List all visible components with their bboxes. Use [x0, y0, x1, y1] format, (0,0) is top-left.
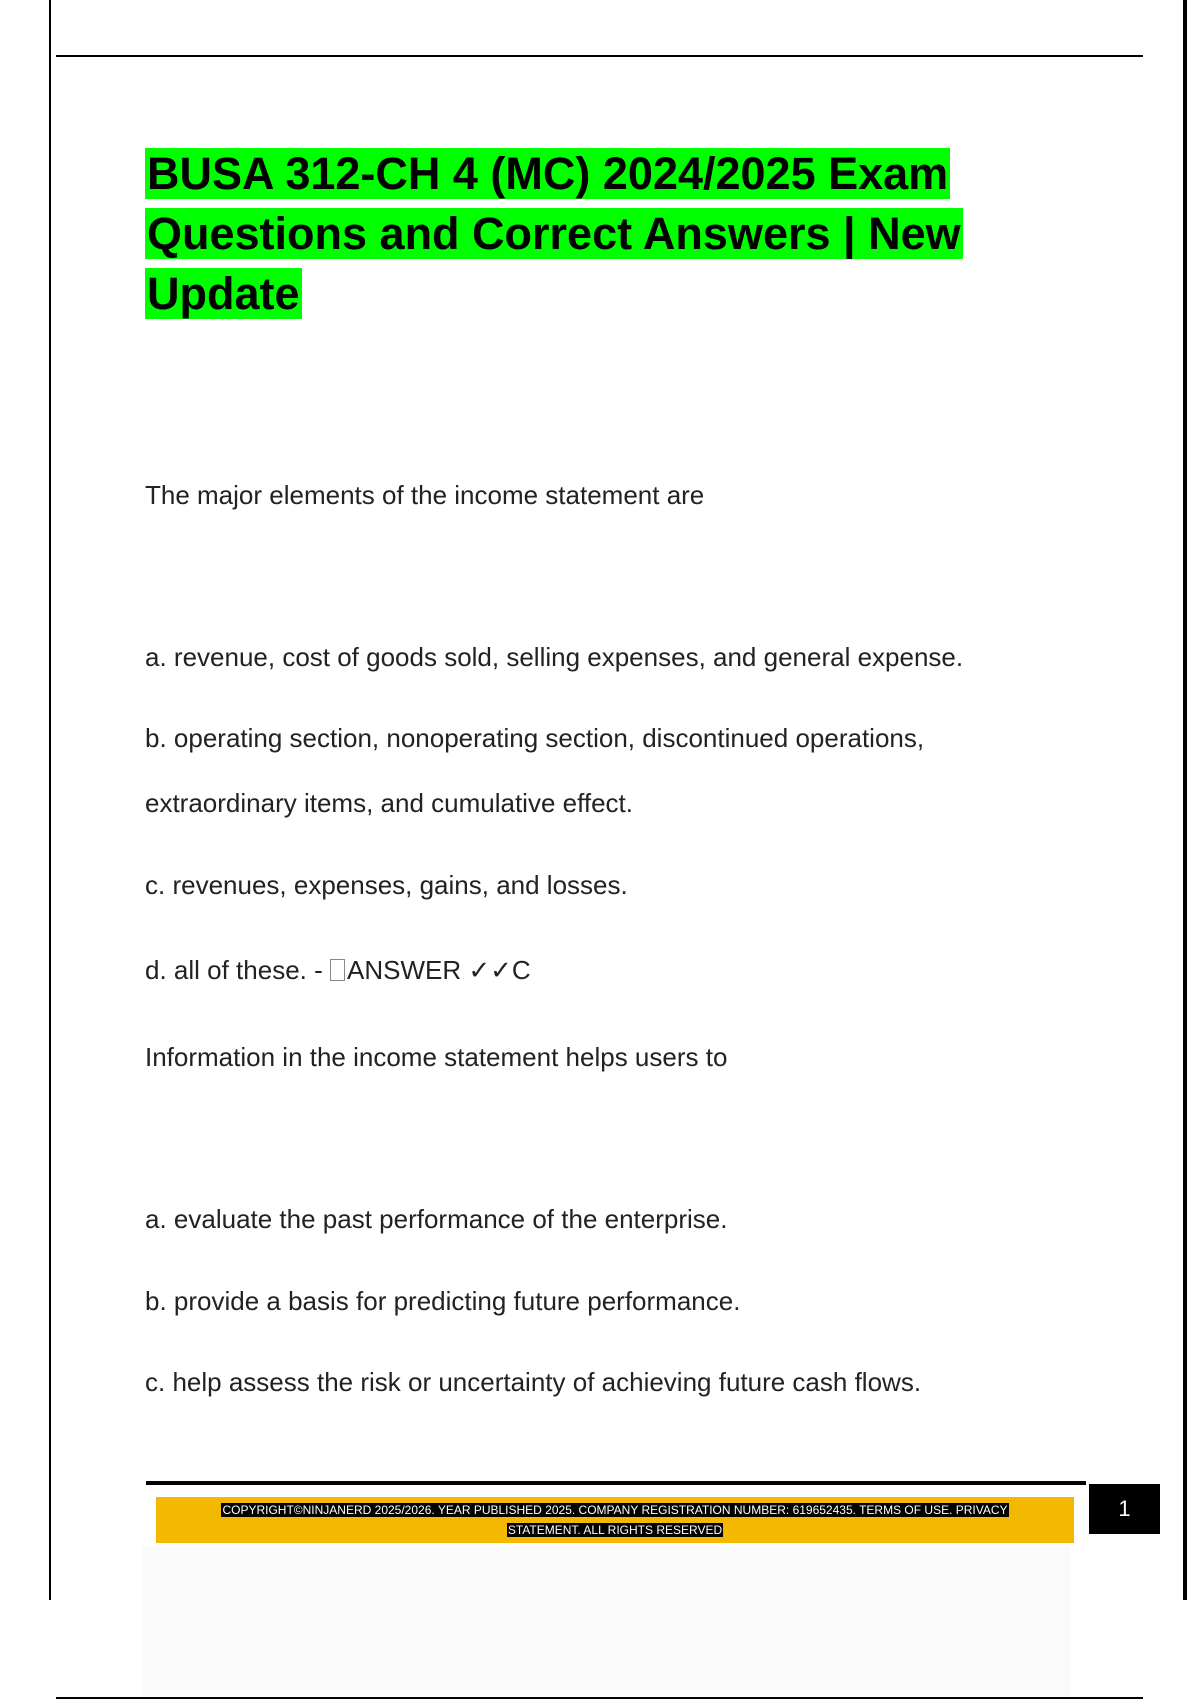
header-rule — [56, 55, 1143, 57]
q1-option-a: a. revenue, cost of goods sold, selling expenses, and general expense. — [145, 642, 964, 672]
q1-option-d-text: d. all of these. - — [145, 955, 330, 985]
page-border-right — [1183, 0, 1187, 1600]
copyright-line-2: STATEMENT. ALL RIGHTS RESERVED — [507, 1523, 723, 1537]
q2-option-c: c. help assess the risk or uncertainty of achieving future cash flows. — [145, 1367, 922, 1397]
q2-option-a: a. evaluate the past performance of the enterprise. — [145, 1204, 728, 1234]
document-title — [145, 144, 1085, 324]
copyright-line-1: COPYRIGHT©NINJANERD 2025/2026. YEAR PUBLISHED 2025. COMPANY REGISTRATION NUMBER: 619652435. TERMS OF USE. PRIVACY — [222, 1503, 1008, 1517]
question-1-text: The major elements of the income statement are — [145, 480, 705, 510]
footer-rule — [146, 1481, 1086, 1485]
copyright-footer — [156, 1497, 1074, 1543]
q1-option-b-line2: extraordinary items, and cumulative effect. — [145, 788, 633, 818]
q1-option-b-line1: b. operating section, nonoperating section, discontinued operations, — [145, 723, 925, 753]
page-number: 1 — [1089, 1484, 1160, 1534]
q2-option-b: b. provide a basis for predicting future performance. — [145, 1286, 741, 1316]
footer-blank-area — [143, 1546, 1071, 1696]
q1-option-d — [145, 954, 531, 986]
page-border-left — [49, 0, 51, 1600]
q1-answer: ANSWER ✓✓C — [346, 955, 531, 985]
bottom-rule — [56, 1697, 1143, 1699]
question-2-text: Information in the income statement helps users to — [145, 1042, 728, 1072]
title-highlight: BUSA 312-CH 4 (MC) 2024/2025 Exam Questions and Correct Answers | New Update — [147, 148, 961, 319]
q1-option-c: c. revenues, expenses, gains, and losses. — [145, 870, 628, 900]
empty-box-icon — [330, 959, 345, 981]
